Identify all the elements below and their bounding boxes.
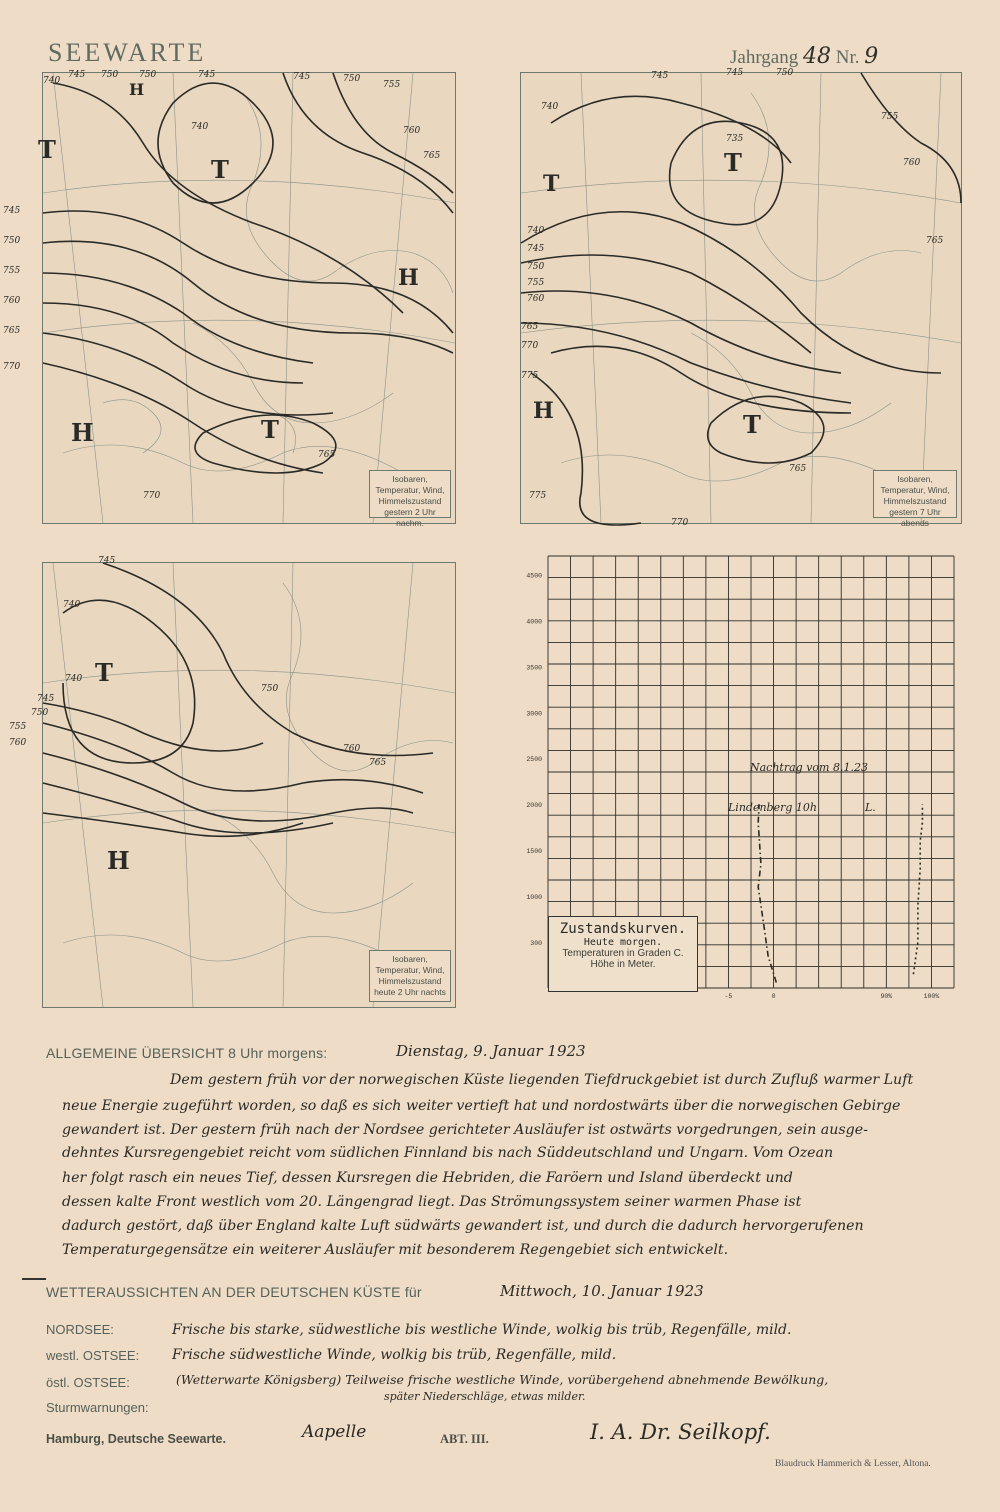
chart-annotation-lindenberg: Lindenberg 10h — [728, 801, 817, 814]
legend-line: Temperatur, Wind, — [375, 485, 445, 495]
weather-map-2 — [520, 68, 962, 528]
map-2-isobar-label: 745 — [726, 68, 744, 78]
legend-line: Isobaren, — [392, 954, 428, 964]
overview-line: dessen kalte Front westlich vom 20. Längengrad liegt. Das Strömungssystem seiner warmen Phase ist — [62, 1194, 802, 1210]
legend-line: Himmelszustand — [378, 976, 442, 986]
page-title: SEEWARTE — [48, 38, 207, 67]
map-2-isobar-label: 740 — [527, 226, 545, 236]
map-2-isobar-label: 755 — [527, 278, 545, 288]
map-2-low-symbol: T — [543, 171, 560, 197]
map-2-isobar-label: 765 — [926, 236, 944, 246]
map-3-isobar-label: 740 — [65, 674, 83, 684]
map-2-low-symbol: T — [743, 410, 761, 439]
map-2-drawing — [521, 68, 961, 528]
map-2-isobar-label: 775 — [521, 371, 539, 381]
map-1-high-symbol: H — [129, 80, 145, 99]
chart-legend-box — [548, 916, 698, 992]
region-nordsee: NORDSEE: — [46, 1322, 114, 1337]
map-2-isobar-label: 760 — [527, 294, 545, 304]
map-2-isobar-label: 755 — [881, 112, 899, 122]
jahrgang-value: 48 — [803, 44, 831, 69]
map-2-isobar-label: 735 — [726, 134, 744, 144]
map-2-isobar-label: 775 — [529, 491, 547, 501]
chart-annotation-nachtrag: Nachtrag vom 8.1.23 — [750, 761, 868, 774]
region-nordsee-text: Frische bis starke, südwestliche bis westliche Winde, wolkig bis trüb, Regenfälle, mild. — [172, 1322, 792, 1338]
footer-signature-left: Aapelle — [302, 1422, 367, 1442]
chart-annotation-l: L. — [865, 801, 876, 814]
y-tick-label: 300 — [530, 940, 542, 948]
map-1-isobar-label: 760 — [3, 296, 21, 306]
legend-line: gestern 2 Uhr nachm. — [384, 507, 436, 528]
map-1-isobar-label: 755 — [383, 80, 401, 90]
region-westl-ostsee-text: Frische südwestliche Winde, wolkig bis trüb, Regenfälle, mild. — [172, 1347, 617, 1363]
x-tick-label: 0 — [771, 993, 776, 1000]
y-tick-label: 3500 — [526, 664, 542, 672]
nr-value: 9 — [864, 44, 879, 69]
overview-line: Temperaturgegensätze ein weiterer Ausläufer mit besonderem Regengebiet sich entwickelt. — [62, 1242, 729, 1258]
map-3-drawing — [9, 556, 455, 1007]
y-tick-label: 3000 — [526, 710, 542, 718]
legend-line: Himmelszustand — [378, 496, 442, 506]
issue-info — [730, 44, 878, 69]
map-1-isobar-label: 750 — [3, 236, 21, 246]
humidity-curve — [913, 804, 922, 974]
overview-line: neue Energie zugeführt worden, so daß es sich weiter vertieft hat und nordostwärts über die norwegischen Gebirge — [62, 1098, 901, 1114]
map-1-isobar-label: 770 — [143, 491, 161, 501]
map-1-isobar-label: 750 — [139, 70, 157, 80]
legend-line: Isobaren, — [897, 474, 933, 484]
map-2-isobar-label: 750 — [776, 68, 794, 78]
y-tick-label: 1000 — [526, 894, 542, 902]
map-3-isobar-label: 740 — [63, 600, 81, 610]
footer-origin: Hamburg, Deutsche Seewarte. — [46, 1432, 226, 1446]
region-oestl-ostsee-text: (Wetterwarte Königsberg) Teilweise frische westliche Winde, vorübergehend abnehmende Bewölkung, — [176, 1372, 829, 1387]
map-2-isobar-label: 770 — [521, 341, 539, 351]
map-2-isobar-label: 750 — [527, 262, 545, 272]
map-3-high-symbol: H — [107, 846, 130, 875]
legend-line: gestern 7 Uhr abends — [889, 507, 941, 528]
overview-line: her folgt rasch ein neues Tief, dessen Kursregen die Hebriden, die Faröern und Island überdeckt und — [62, 1170, 793, 1186]
map-3-isobar-label: 760 — [343, 744, 361, 754]
map-1-isobar-label: 765 — [423, 151, 441, 161]
footer-printer: Blaudruck Hammerich & Lesser, Altona. — [775, 1459, 931, 1469]
y-tick-label: 1500 — [526, 848, 542, 856]
forecast-date: Mittwoch, 10. Januar 1923 — [500, 1282, 704, 1300]
overview-line: dehntes Kursregengebiet reicht vom südlichen Finnland bis nach Süddeutschland und Ungarn. Vom Ozean — [62, 1145, 834, 1161]
map-2-isobar-label: 745 — [651, 71, 669, 81]
map-1-isobar-label: 750 — [343, 74, 361, 84]
map-1-drawing — [3, 70, 455, 523]
footer-signature-right: I. A. Dr. Seilkopf. — [590, 1420, 771, 1444]
map-1-isobar-label: 770 — [3, 362, 21, 372]
overview-line: Dem gestern früh vor der norwegischen Küste liegenden Tiefdruckgebiet ist durch Zufluß warmer Luft — [170, 1072, 914, 1088]
legend-line: Isobaren, — [392, 474, 428, 484]
region-sturmwarnungen: Sturmwarnungen: — [46, 1400, 149, 1415]
map-1-low-symbol: T — [211, 155, 229, 184]
map-1-isobar-label: 755 — [3, 266, 21, 276]
overview-label: ALLGEMEINE ÜBERSICHT 8 Uhr morgens: — [46, 1045, 328, 1061]
x-tick-label: -5 — [724, 993, 733, 1000]
map-3-legend — [369, 950, 451, 1002]
map-3-isobar-label: 745 — [37, 694, 55, 704]
map-2-legend — [873, 470, 957, 528]
map-2-isobar-label: 740 — [541, 102, 559, 112]
map-1-isobar-label: 745 — [198, 70, 216, 80]
map-1-isobar-label: 765 — [318, 450, 336, 460]
map-2-isobar-label: 745 — [527, 244, 545, 254]
map-1-isobar-label: 745 — [68, 70, 86, 80]
map-1-isobar-label: 740 — [43, 76, 61, 86]
map-1-low-symbol: T — [261, 415, 279, 444]
nr-label: Nr. — [835, 47, 860, 68]
map-2-isobar-label: 765 — [789, 464, 807, 474]
map-2-isobar-label: 765 — [521, 322, 539, 332]
legend-line: Himmelszustand — [883, 496, 947, 506]
weather-map-1 — [3, 70, 456, 528]
legend-line: Temperatur, Wind, — [375, 965, 445, 975]
map-1-isobar-label: 750 — [101, 70, 119, 80]
sounding-chart — [500, 548, 970, 1008]
jahrgang-label: Jahrgang — [730, 47, 799, 68]
y-tick-label: 4000 — [526, 618, 542, 626]
region-westl-ostsee: westl. OSTSEE: — [46, 1348, 140, 1363]
x-tick-label: 90% — [880, 993, 893, 1000]
rule-mark — [22, 1278, 46, 1280]
map-1-high-symbol: H — [71, 418, 94, 447]
weather-map-3 — [9, 556, 456, 1008]
overview-line: gewandert ist. Der gestern früh nach der Nordsee gerichteter Ausläufer ist ostwärts vorgedrungen, sein ausge- — [62, 1122, 868, 1138]
legend-line: heute 2 Uhr nachts — [374, 987, 446, 997]
chart-title: Zustandskurven. — [559, 921, 687, 937]
map-1-isobar-label: 740 — [191, 122, 209, 132]
region-oestl-ostsee-text2: später Niederschläge, etwas milder. — [384, 1390, 586, 1403]
y-tick-label: 2500 — [526, 756, 542, 764]
overview-date: Dienstag, 9. Januar 1923 — [396, 1042, 586, 1060]
map-3-isobar-label: 755 — [9, 722, 27, 732]
overview-line: dadurch gestört, daß über England kalte Luft südwärts gewandert ist, und durch die dadurch hervorgerufenen — [62, 1218, 864, 1234]
map-3-isobar-label: 745 — [98, 556, 116, 566]
map-3-isobar-label: 765 — [369, 758, 387, 768]
region-oestl-ostsee: östl. OSTSEE: — [46, 1375, 130, 1390]
map-1-isobar-label: 745 — [293, 72, 311, 82]
footer-department: ABT. III. — [440, 1432, 489, 1446]
map-3-isobar-label: 760 — [9, 738, 27, 748]
map-1-isobar-label: 765 — [3, 326, 21, 336]
chart-xlabel: Temperaturen in Graden C. — [562, 948, 684, 959]
map-2-high-symbol: H — [533, 398, 554, 424]
x-tick-label: 100% — [923, 993, 940, 1000]
forecast-label: WETTERAUSSICHTEN AN DER DEUTSCHEN KÜSTE für — [46, 1284, 422, 1300]
map-3-isobar-label: 750 — [31, 708, 49, 718]
map-1-isobar-label: 760 — [403, 126, 421, 136]
map-3-low-symbol: T — [95, 658, 113, 687]
map-1-legend — [369, 470, 451, 528]
legend-line: Temperatur, Wind, — [880, 485, 950, 495]
map-2-isobar-label: 760 — [903, 158, 921, 168]
map-3-isobar-label: 750 — [261, 684, 279, 694]
map-1-low-symbol: T — [38, 135, 56, 164]
y-tick-label: 2000 — [526, 802, 542, 810]
map-2-isobar-label: 770 — [671, 518, 689, 528]
chart-subtitle: Heute morgen. — [583, 937, 663, 948]
map-2-low-symbol: T — [724, 148, 742, 177]
y-tick-label: 4500 — [526, 572, 542, 580]
chart-ylabel: Höhe in Meter. — [590, 959, 656, 970]
map-1-high-symbol: H — [398, 265, 419, 291]
map-1-isobar-label: 745 — [3, 206, 21, 216]
